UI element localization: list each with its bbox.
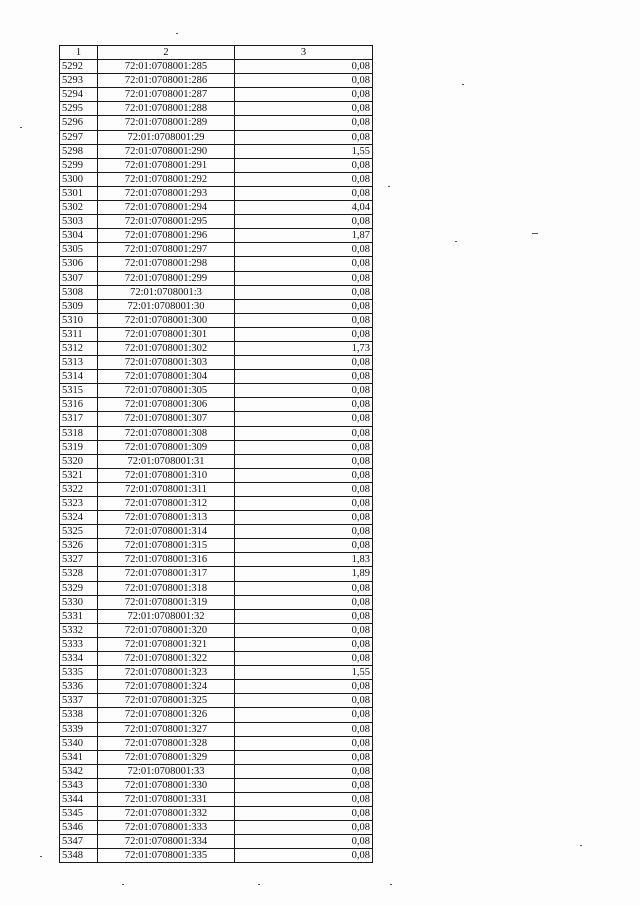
table-row [60,102,373,116]
cadastral-number-cell: 72:01:0708001:311 [98,482,235,496]
table-row [60,144,373,158]
cadastral-number-cell: 72:01:0708001:317 [98,567,235,581]
area-value-cell: 0,08 [235,74,373,88]
table-row [60,497,373,511]
area-value-cell: 0,08 [235,412,373,426]
scan-speck [532,233,538,234]
cadastral-number-cell: 72:01:0708001:329 [98,750,235,764]
table-row [60,525,373,539]
cadastral-number-cell: 72:01:0708001:3 [98,285,235,299]
row-number-cell: 5318 [60,426,98,440]
row-number-cell: 5297 [60,130,98,144]
cadastral-number-cell: 72:01:0708001:318 [98,581,235,595]
table-row [60,398,373,412]
table-row [60,454,373,468]
area-value-cell: 0,08 [235,285,373,299]
row-number-cell: 5304 [60,229,98,243]
row-number-cell: 5306 [60,257,98,271]
row-number-cell: 5332 [60,623,98,637]
table-row [60,778,373,792]
table-row [60,158,373,172]
area-value-cell: 0,08 [235,609,373,623]
cadastral-number-cell: 72:01:0708001:320 [98,623,235,637]
row-number-cell: 5329 [60,581,98,595]
area-value-cell: 0,08 [235,849,373,863]
cadastral-number-cell: 72:01:0708001:297 [98,243,235,257]
table-row [60,186,373,200]
table-row [60,623,373,637]
row-number-cell: 5326 [60,539,98,553]
cadastral-number-cell: 72:01:0708001:327 [98,722,235,736]
area-value-cell: 0,08 [235,680,373,694]
cadastral-number-cell: 72:01:0708001:286 [98,74,235,88]
cadastral-number-cell: 72:01:0708001:287 [98,88,235,102]
area-value-cell: 0,08 [235,327,373,341]
row-number-cell: 5305 [60,243,98,257]
area-value-cell: 0,08 [235,102,373,116]
table-row [60,652,373,666]
area-value-cell: 0,08 [235,497,373,511]
table-row [60,440,373,454]
cadastral-number-cell: 72:01:0708001:326 [98,708,235,722]
table-row [60,384,373,398]
table-row [60,130,373,144]
row-number-cell: 5327 [60,553,98,567]
area-value-cell: 1,89 [235,567,373,581]
table-row [60,327,373,341]
table-row [60,595,373,609]
cadastral-number-cell: 72:01:0708001:33 [98,764,235,778]
cadastral-table [59,45,373,863]
row-number-cell: 5322 [60,482,98,496]
row-number-cell: 5346 [60,821,98,835]
cadastral-number-cell: 72:01:0708001:334 [98,835,235,849]
area-value-cell: 0,08 [235,116,373,130]
column-header-3: 3 [235,46,373,60]
table-row [60,666,373,680]
area-value-cell: 0,08 [235,750,373,764]
row-number-cell: 5338 [60,708,98,722]
row-number-cell: 5300 [60,172,98,186]
column-header-2: 2 [98,46,235,60]
cadastral-number-cell: 72:01:0708001:319 [98,595,235,609]
row-number-cell: 5335 [60,666,98,680]
cadastral-number-cell: 72:01:0708001:324 [98,680,235,694]
cadastral-number-cell: 72:01:0708001:309 [98,440,235,454]
table-row [60,426,373,440]
scan-speck [258,884,260,885]
area-value-cell: 0,08 [235,257,373,271]
table-row [60,201,373,215]
row-number-cell: 5312 [60,341,98,355]
cadastral-number-cell: 72:01:0708001:316 [98,553,235,567]
area-value-cell: 0,08 [235,821,373,835]
row-number-cell: 5298 [60,144,98,158]
table-row [60,356,373,370]
cadastral-number-cell: 72:01:0708001:325 [98,694,235,708]
area-value-cell: 0,08 [235,792,373,806]
area-value-cell: 0,08 [235,835,373,849]
row-number-cell: 5342 [60,764,98,778]
area-value-cell: 0,08 [235,158,373,172]
table-row [60,637,373,651]
cadastral-number-cell: 72:01:0708001:294 [98,201,235,215]
table-row [60,271,373,285]
cadastral-number-cell: 72:01:0708001:32 [98,609,235,623]
area-value-cell: 0,08 [235,778,373,792]
cadastral-number-cell: 72:01:0708001:296 [98,229,235,243]
area-value-cell: 0,08 [235,313,373,327]
row-number-cell: 5311 [60,327,98,341]
area-value-cell: 0,08 [235,511,373,525]
area-value-cell: 1,55 [235,666,373,680]
row-number-cell: 5345 [60,807,98,821]
table-row [60,482,373,496]
table-row [60,708,373,722]
cadastral-number-cell: 72:01:0708001:322 [98,652,235,666]
scan-speck [20,127,22,128]
table-row [60,412,373,426]
table-row [60,736,373,750]
cadastral-number-cell: 72:01:0708001:333 [98,821,235,835]
table-header-row [60,46,373,60]
cadastral-number-cell: 72:01:0708001:300 [98,313,235,327]
table-row [60,750,373,764]
cadastral-number-cell: 72:01:0708001:312 [98,497,235,511]
row-number-cell: 5348 [60,849,98,863]
area-value-cell: 1,87 [235,229,373,243]
cadastral-number-cell: 72:01:0708001:304 [98,370,235,384]
table-row [60,849,373,863]
scan-speck [462,84,464,85]
row-number-cell: 5319 [60,440,98,454]
table-row [60,807,373,821]
cadastral-number-cell: 72:01:0708001:290 [98,144,235,158]
row-number-cell: 5293 [60,74,98,88]
area-value-cell: 0,08 [235,652,373,666]
row-number-cell: 5308 [60,285,98,299]
row-number-cell: 5339 [60,722,98,736]
table-row [60,581,373,595]
scan-speck [122,884,124,885]
table-row [60,567,373,581]
row-number-cell: 5313 [60,356,98,370]
row-number-cell: 5328 [60,567,98,581]
row-number-cell: 5309 [60,299,98,313]
cadastral-number-cell: 72:01:0708001:335 [98,849,235,863]
row-number-cell: 5325 [60,525,98,539]
area-value-cell: 0,08 [235,454,373,468]
area-value-cell: 0,08 [235,370,373,384]
cadastral-number-cell: 72:01:0708001:310 [98,468,235,482]
area-value-cell: 0,08 [235,398,373,412]
scan-speck [176,33,178,34]
cadastral-number-cell: 72:01:0708001:30 [98,299,235,313]
cadastral-number-cell: 72:01:0708001:328 [98,736,235,750]
cadastral-number-cell: 72:01:0708001:303 [98,356,235,370]
row-number-cell: 5341 [60,750,98,764]
row-number-cell: 5303 [60,215,98,229]
row-number-cell: 5347 [60,835,98,849]
cadastral-number-cell: 72:01:0708001:285 [98,60,235,74]
table-row [60,215,373,229]
table-row [60,299,373,313]
table-row [60,313,373,327]
area-value-cell: 0,08 [235,271,373,285]
row-number-cell: 5324 [60,511,98,525]
table-row [60,821,373,835]
row-number-cell: 5310 [60,313,98,327]
scan-speck [390,884,392,885]
area-value-cell: 0,08 [235,736,373,750]
table-row [60,257,373,271]
area-value-cell: 0,08 [235,581,373,595]
area-value-cell: 0,08 [235,440,373,454]
cadastral-number-cell: 72:01:0708001:321 [98,637,235,651]
cadastral-number-cell: 72:01:0708001:305 [98,384,235,398]
cadastral-number-cell: 72:01:0708001:332 [98,807,235,821]
table-row [60,694,373,708]
row-number-cell: 5323 [60,497,98,511]
area-value-cell: 0,08 [235,722,373,736]
area-value-cell: 0,08 [235,539,373,553]
area-value-cell: 0,08 [235,595,373,609]
cadastral-number-cell: 72:01:0708001:314 [98,525,235,539]
row-number-cell: 5331 [60,609,98,623]
table-row [60,609,373,623]
area-value-cell: 0,08 [235,130,373,144]
area-value-cell: 0,08 [235,482,373,496]
column-header-1: 1 [60,46,98,60]
table-row [60,553,373,567]
cadastral-number-cell: 72:01:0708001:330 [98,778,235,792]
area-value-cell: 0,08 [235,623,373,637]
scan-speck [40,856,42,857]
table-row [60,88,373,102]
scan-speck [580,845,582,846]
area-value-cell: 0,08 [235,384,373,398]
cadastral-number-cell: 72:01:0708001:298 [98,257,235,271]
row-number-cell: 5337 [60,694,98,708]
row-number-cell: 5340 [60,736,98,750]
area-value-cell: 4,04 [235,201,373,215]
area-value-cell: 0,08 [235,807,373,821]
table-row [60,370,373,384]
table-row [60,792,373,806]
row-number-cell: 5314 [60,370,98,384]
row-number-cell: 5315 [60,384,98,398]
row-number-cell: 5334 [60,652,98,666]
row-number-cell: 5343 [60,778,98,792]
area-value-cell: 1,83 [235,553,373,567]
area-value-cell: 0,08 [235,764,373,778]
row-number-cell: 5330 [60,595,98,609]
row-number-cell: 5336 [60,680,98,694]
area-value-cell: 0,08 [235,356,373,370]
row-number-cell: 5294 [60,88,98,102]
area-value-cell: 0,08 [235,60,373,74]
table-row [60,285,373,299]
area-value-cell: 0,08 [235,525,373,539]
cadastral-number-cell: 72:01:0708001:306 [98,398,235,412]
cadastral-number-cell: 72:01:0708001:289 [98,116,235,130]
cadastral-number-cell: 72:01:0708001:308 [98,426,235,440]
cadastral-number-cell: 72:01:0708001:331 [98,792,235,806]
table-row [60,468,373,482]
table-row [60,539,373,553]
cadastral-number-cell: 72:01:0708001:301 [98,327,235,341]
area-value-cell: 0,08 [235,426,373,440]
row-number-cell: 5316 [60,398,98,412]
table-row [60,511,373,525]
row-number-cell: 5307 [60,271,98,285]
cadastral-number-cell: 72:01:0708001:323 [98,666,235,680]
area-value-cell: 0,08 [235,215,373,229]
area-value-cell: 0,08 [235,694,373,708]
cadastral-number-cell: 72:01:0708001:288 [98,102,235,116]
row-number-cell: 5320 [60,454,98,468]
cadastral-number-cell: 72:01:0708001:295 [98,215,235,229]
cadastral-number-cell: 72:01:0708001:29 [98,130,235,144]
row-number-cell: 5301 [60,186,98,200]
row-number-cell: 5295 [60,102,98,116]
area-value-cell: 0,08 [235,172,373,186]
area-value-cell: 0,08 [235,88,373,102]
row-number-cell: 5292 [60,60,98,74]
cadastral-number-cell: 72:01:0708001:293 [98,186,235,200]
cadastral-number-cell: 72:01:0708001:302 [98,341,235,355]
row-number-cell: 5299 [60,158,98,172]
table-row [60,74,373,88]
area-value-cell: 0,08 [235,708,373,722]
row-number-cell: 5321 [60,468,98,482]
row-number-cell: 5317 [60,412,98,426]
row-number-cell: 5344 [60,792,98,806]
area-value-cell: 0,08 [235,299,373,313]
scan-speck [388,186,390,187]
cadastral-number-cell: 72:01:0708001:292 [98,172,235,186]
table-row [60,116,373,130]
table-row [60,680,373,694]
area-value-cell: 0,08 [235,468,373,482]
table-row [60,764,373,778]
cadastral-number-cell: 72:01:0708001:315 [98,539,235,553]
cadastral-number-cell: 72:01:0708001:307 [98,412,235,426]
table-row [60,341,373,355]
area-value-cell: 0,08 [235,243,373,257]
area-value-cell: 1,55 [235,144,373,158]
area-value-cell: 0,08 [235,186,373,200]
cadastral-number-cell: 72:01:0708001:291 [98,158,235,172]
area-value-cell: 0,08 [235,637,373,651]
scan-speck [455,241,457,242]
table-row [60,172,373,186]
table-row [60,60,373,74]
cadastral-number-cell: 72:01:0708001:313 [98,511,235,525]
row-number-cell: 5302 [60,201,98,215]
table-row [60,229,373,243]
table-row [60,722,373,736]
table-body [60,60,373,863]
table-row [60,243,373,257]
row-number-cell: 5333 [60,637,98,651]
cadastral-number-cell: 72:01:0708001:31 [98,454,235,468]
table-row [60,835,373,849]
cadastral-number-cell: 72:01:0708001:299 [98,271,235,285]
area-value-cell: 1,73 [235,341,373,355]
row-number-cell: 5296 [60,116,98,130]
